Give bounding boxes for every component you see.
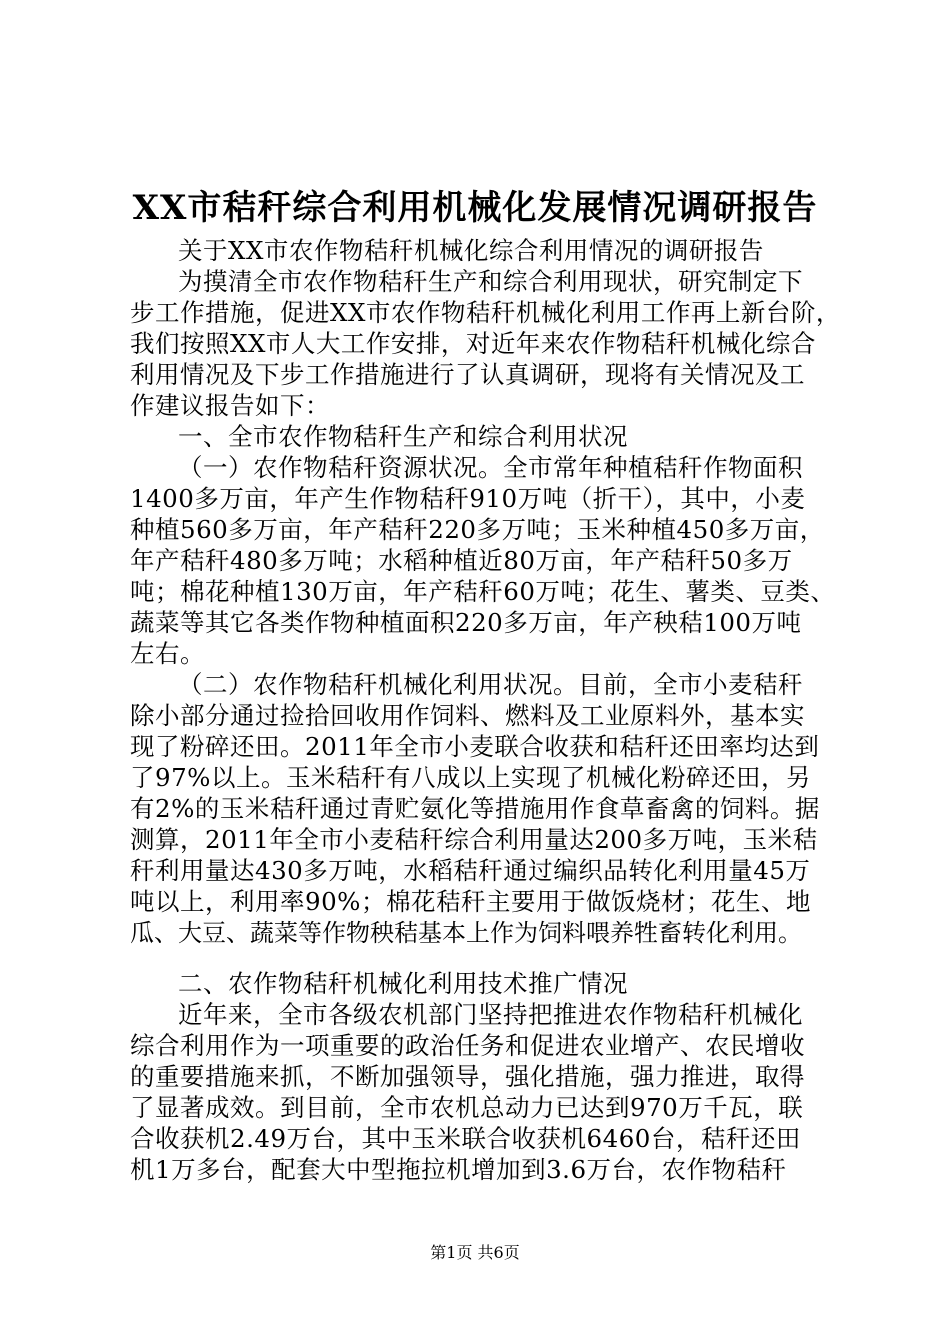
page-number: 第1页 共6页 bbox=[430, 1243, 520, 1262]
body-line: 合收获机2.49万台，其中玉米联合收获机6460台，秸秆还田 bbox=[130, 1124, 801, 1153]
body-line: 除小部分通过捡拾回收用作饲料、燃料及工业原料外，基本实 bbox=[130, 701, 805, 730]
body-line: 现了粉碎还田。2011年全市小麦联合收获和秸秆还田率均达到 bbox=[130, 732, 820, 761]
body-line: 吨以上，利用率90%；棉花秸秆主要用于做饭烧材；花生、地 bbox=[130, 887, 811, 916]
body-line: 关于XX市农作物秸秆机械化综合利用情况的调研报告 bbox=[178, 236, 764, 265]
body-line: 我们按照XX市人大工作安排，对近年来农作物秸秆机械化综合 bbox=[130, 329, 816, 358]
body-line: 作建议报告如下： bbox=[130, 391, 330, 420]
body-line: （二）农作物秸秆机械化利用状况。目前，全市小麦秸秆 bbox=[178, 670, 803, 699]
section-heading: 二、农作物秸秆机械化利用技术推广情况 bbox=[178, 969, 628, 998]
section-heading: 一、全市农作物秸秆生产和综合利用状况 bbox=[178, 422, 628, 451]
body-line: 有2%的玉米秸秆通过青贮氨化等措施用作食草畜禽的饲料。据 bbox=[130, 794, 820, 823]
body-line: 机1万多台，配套大中型拖拉机增加到3.6万台，农作物秸秆 bbox=[130, 1155, 787, 1184]
body-line: 了显著成效。到目前，全市农机总动力已达到970万千瓦，联 bbox=[130, 1093, 804, 1122]
body-line: 年产秸秆480多万吨；水稻种植近80万亩，年产秸秆50多万 bbox=[130, 546, 793, 575]
document-title: XX市秸秆综合利用机械化发展情况调研报告 bbox=[132, 188, 818, 228]
body-line: 综合利用作为一项重要的政治任务和促进农业增产、农民增收 bbox=[130, 1031, 805, 1060]
body-line: 利用情况及下步工作措施进行了认真调研，现将有关情况及工 bbox=[130, 360, 805, 389]
body-line: 1400多万亩，年产生作物秸秆910万吨（折干），其中，小麦 bbox=[130, 484, 806, 513]
body-line: 步工作措施，促进XX市农作物秸秆机械化利用工作再上新台阶， bbox=[130, 298, 841, 327]
body-line: 秆利用量达430多万吨，水稻秸秆通过编织品转化利用量45万 bbox=[130, 856, 811, 885]
body-line: 左右。 bbox=[130, 639, 205, 668]
body-line: 吨；棉花种植130万亩，年产秸秆60万吨；花生、薯类、豆类、 bbox=[130, 577, 836, 606]
body-line: 近年来，全市各级农机部门坚持把推进农作物秸秆机械化 bbox=[178, 1000, 803, 1029]
body-line: 的重要措施来抓，不断加强领导，强化措施，强力推进，取得 bbox=[130, 1062, 805, 1091]
body-line: 了97%以上。玉米秸秆有八成以上实现了机械化粉碎还田，另 bbox=[130, 763, 811, 792]
body-line: 蔬菜等其它各类作物种植面积220多万亩，年产秧秸100万吨 bbox=[130, 608, 802, 637]
body-line: 测算，2011年全市小麦秸秆综合利用量达200多万吨，玉米秸 bbox=[130, 825, 818, 854]
body-line: 为摸清全市农作物秸秆生产和综合利用现状，研究制定下 bbox=[178, 267, 803, 296]
body-line: （一）农作物秸秆资源状况。全市常年种植秸秆作物面积 bbox=[178, 453, 803, 482]
body-line: 瓜、大豆、蔬菜等作物秧秸基本上作为饲料喂养牲畜转化利用。 bbox=[130, 919, 802, 947]
body-line: 种植560多万亩，年产秸秆220多万吨；玉米种植450多万亩， bbox=[130, 515, 825, 544]
